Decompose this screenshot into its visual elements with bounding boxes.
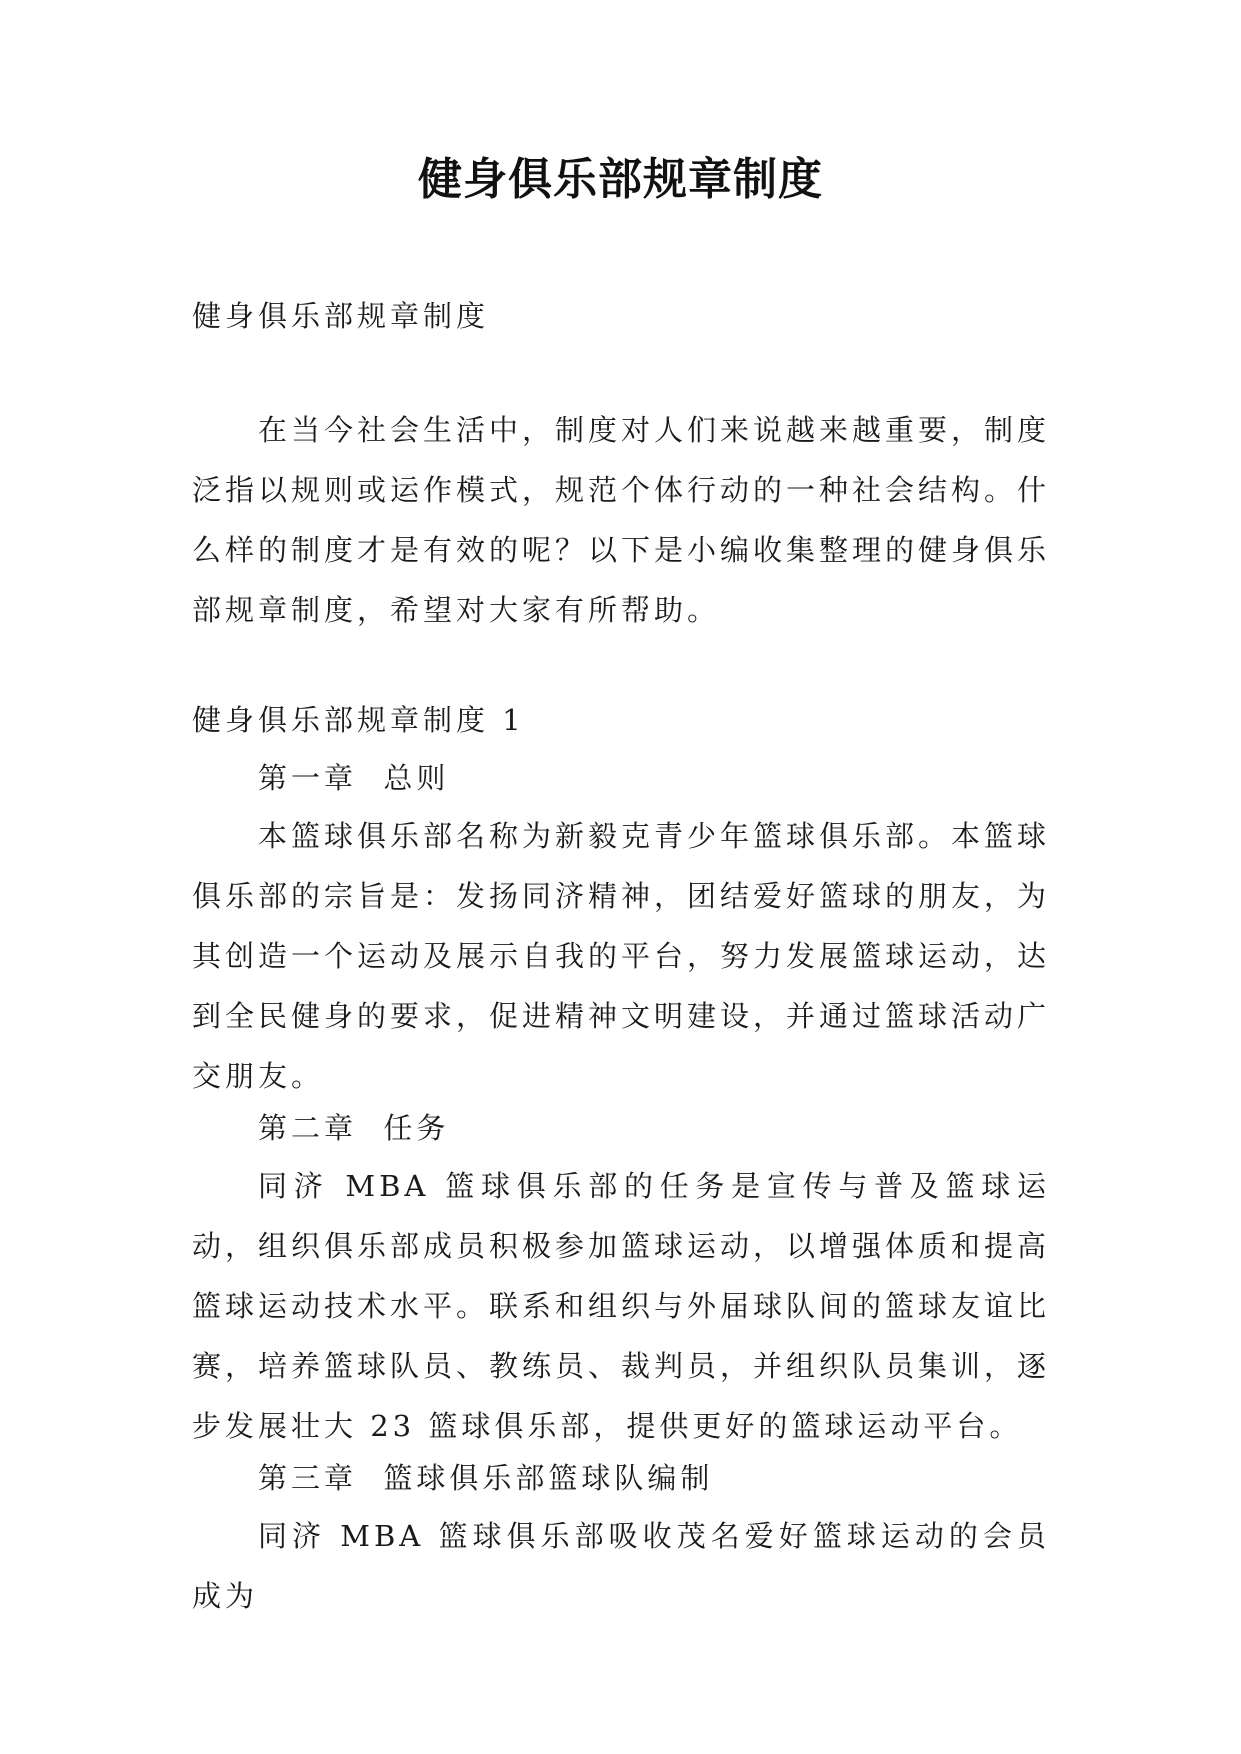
section-heading: 健身俱乐部规章制度 1 bbox=[192, 703, 525, 737]
chapter-3-heading: 第三章 篮球俱乐部篮球队编制 bbox=[258, 1461, 714, 1495]
intro-paragraph: 在当今社会生活中，制度对人们来说越来越重要，制度泛指以规则或运作模式，规范个体行动的一种社会结构。什么样的制度才是有效的呢？以下是小编收集整理的健身俱乐部规章制度，希望对大家有所帮助。 bbox=[192, 413, 1051, 627]
document-subtitle: 健身俱乐部规章制度 bbox=[192, 299, 490, 333]
chapter-1-heading: 第一章 总则 bbox=[258, 761, 450, 795]
chapter-1-body: 本篮球俱乐部名称为新毅克青少年篮球俱乐部。本篮球俱乐部的宗旨是：发扬同济精神，团结爱好篮球的朋友，为其创造一个运动及展示自我的平台，努力发展篮球运动，达到全民健身的要求，促进精神文明建设，并通过篮球活动广交朋友。 bbox=[192, 819, 1051, 1093]
chapter-2-body: 同济 MBA 篮球俱乐部的任务是宣传与普及篮球运动，组织俱乐部成员积极参加篮球运动，以增强体质和提高篮球运动技术水平。联系和组织与外届球队间的篮球友谊比赛，培养篮球队员、教练员、裁判员，并组织队员集训，逐步发展壮大 23 篮球俱乐部，提供更好的篮球运动平台。 bbox=[192, 1169, 1051, 1443]
chapter-3-body: 同济 MBA 篮球俱乐部吸收茂名爱好篮球运动的会员成为 bbox=[192, 1519, 1050, 1613]
document-title: 健身俱乐部规章制度 bbox=[418, 154, 823, 205]
chapter-2-heading: 第二章 任务 bbox=[258, 1111, 450, 1145]
